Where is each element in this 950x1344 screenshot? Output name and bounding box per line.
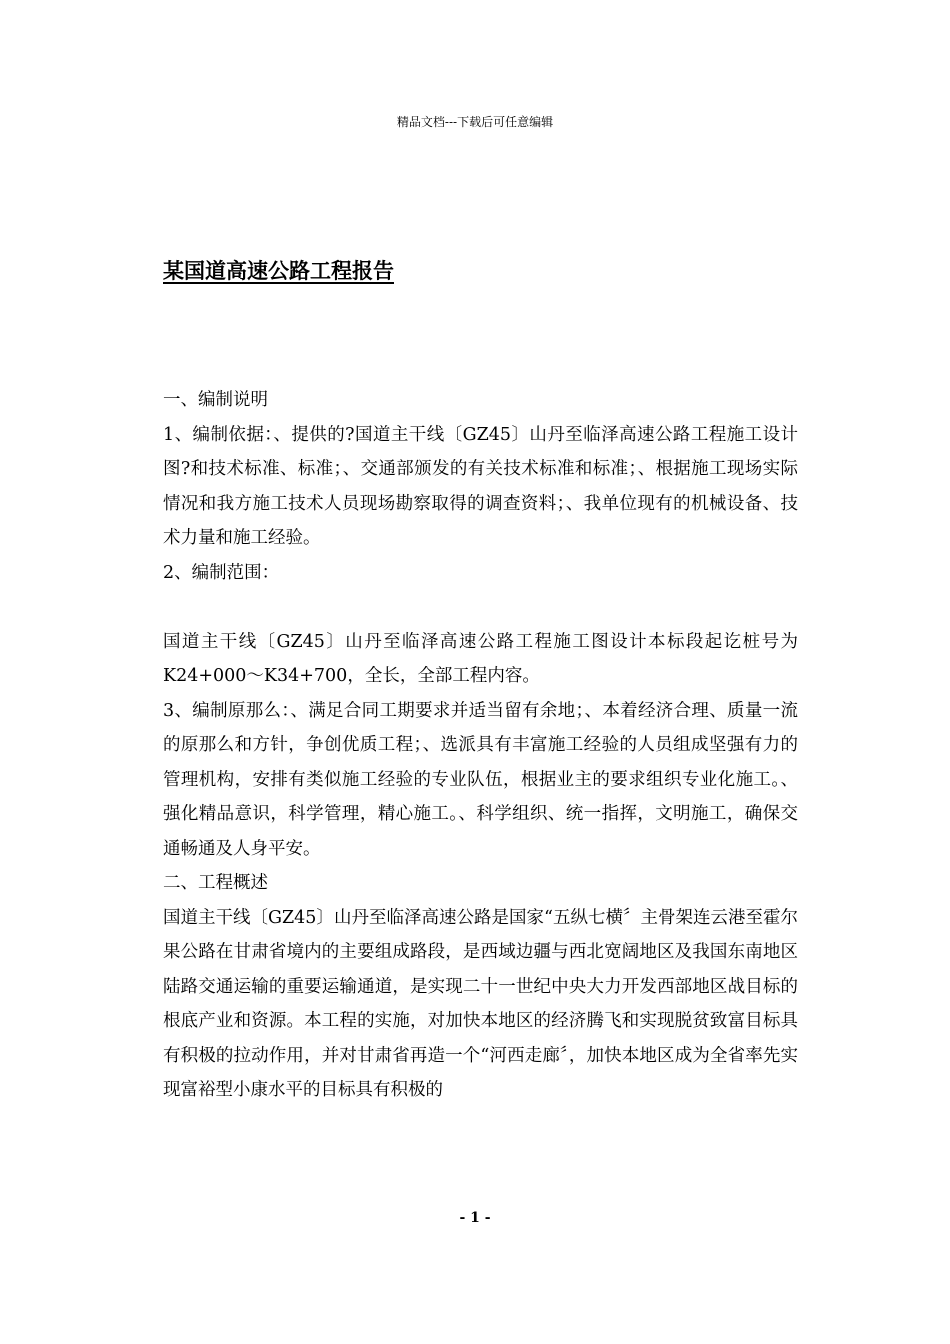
section-heading-compilation: 一、编制说明 <box>163 390 268 410</box>
paragraph-project-overview: 国道主干线〔GZ45〕山丹至临泽高速公路是国家“五纵七横〞主骨架连云港至霍尔果公路在甘肃省境内的主要组成路段，是西域边疆与西北宽阔地区及我国东南地区陆路交通运输的重要运输通道，是实现二十一世纪中央大力开发西部地区战目标的根底产业和资源。本工程的实施，对加快本地区的经济腾飞和实现脱贫致富目标具有积极的拉动作用，并对甘肃省再造一个“河西走廊〞，加快本地区成为全省率先实现富裕型小康水平的目标具有积极的 <box>163 907 798 1100</box>
blank-line <box>163 590 798 625</box>
paragraph-compilation-scope-heading: 2、编制范围： <box>163 562 280 583</box>
paragraph-compilation-scope: 国道主干线〔GZ45〕山丹至临泽高速公路工程施工图设计本标段起讫桩号为K24+000～K34+700，全长，全部工程内容。 <box>163 631 798 686</box>
page-header: 精品文档---下载后可任意编辑 <box>396 115 554 129</box>
document-body <box>163 383 798 1108</box>
paragraph-compilation-basis: 1、编制依据：、提供的?国道主干线〔GZ45〕山丹至临泽高速公路工程施工设计图?和技术标准、标准；、交通部颁发的有关技术标准和标准；、根据施工现场实际情况和我方施工技术人员现场勘察取得的调查资料；、我单位现有的机械设备、技术力量和施工经验。 <box>163 424 798 548</box>
document-title: 某国道高速公路工程报告 <box>163 258 394 283</box>
paragraph-compilation-principles: 3、编制原那么：、满足合同工期要求并适当留有余地；、本着经济合理、质量一流的原那么和方针，争创优质工程；、选派具有丰富施工经验的人员组成坚强有力的管理机构，安排有类似施工经验的专业队伍，根据业主的要求组织专业化施工。、强化精品意识，科学管理，精心施工。、科学组织、统一指挥，文明施工，确保交通畅通及人身平安。 <box>163 700 798 859</box>
page-number: - 1 - <box>459 1210 491 1226</box>
section-heading-overview: 二、工程概述 <box>163 873 268 893</box>
